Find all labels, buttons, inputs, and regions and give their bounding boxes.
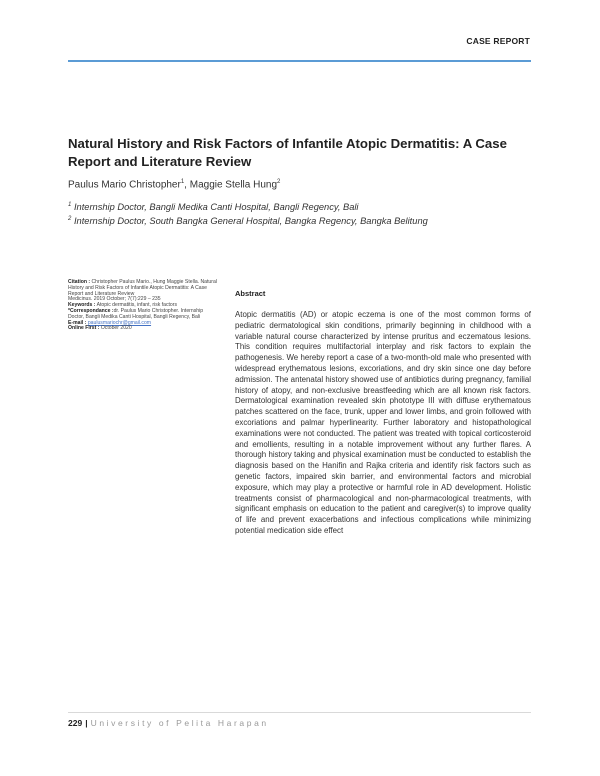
keywords-text: Atopic dermatitis, infant, risk factors (96, 302, 178, 309)
affiliation-text: Internship Doctor, South Bangka General Hospital, Bangka Regency, Bangka Belitung (73, 216, 428, 227)
page-number: 229 (68, 718, 83, 728)
article-info-sidebar (68, 280, 220, 332)
university-name: University of Pelita Harapan (90, 718, 269, 728)
author-affiliation-marker: 2 (277, 179, 281, 185)
keywords-label: Keywords : (68, 302, 96, 309)
online-first-label: Online First : (68, 325, 100, 332)
author-name: Maggie Stella Hung (189, 179, 278, 191)
footer-separator: | (85, 718, 88, 728)
abstract-heading: Abstract (235, 289, 266, 298)
header-divider (68, 60, 531, 62)
online-first-block (68, 326, 220, 332)
email-link[interactable]: paulusmariochr@gmail.com (87, 319, 152, 326)
abstract-body: Atopic dermatitis (AD) or atopic eczema is one of the most common forms of pediatric dermatological skin conditions, primarily beginning in childhood with a variable natural course characterized by intense pruritus and eczematous lesions. This condition requires multifactorial interplay and risk factors to explain the pathogenesis. We hereby report a case of a two-month-old male who presented with widespread erythematous lesions, excoriations, and dry skin since one day before admission. The antenatal history showed use of antibiotics during pregnancy, familial history of atopy, and non-exclusive breastfeeding which are all known risk factors. Dermatological examination revealed skin phototype III with diffuse erythematous patches scattered on the face, trunk, upper and lower limbs, and groin followed with excoriations and palmar hyperlinearity. Further laboratory and histopathological examinations were not conducted. The patient was treated with topical corticosteroid and emollients, resulting in a notable improvement without any further flares. A thorough history taking and physical examination must be conducted to establish the diagnosis based on the Hanifin and Rajka criteria and identify risk factors such as genetic factors, impaired skin barrier, and environmental factors and microbial exposure, which may play a protective or harmful role in AD development. Holistic treatments consist of pharmacological and non-pharmacological treatments, with significant emphasis on education to the patient and caregiver(s) to improve quality of life and prevent exacerbations and infectious complications while minimizing potential medication side effect (235, 310, 531, 535)
affiliation-text: Internship Doctor, Bangli Medika Canti Hospital, Bangli Regency, Bali (73, 202, 359, 213)
article-title: Natural History and Risk Factors of Infantile Atopic Dermatitis: A Case Report and Literature Review (68, 136, 507, 169)
affiliation (68, 216, 428, 226)
section-label: CASE REPORT (466, 36, 530, 46)
page-footer (68, 718, 269, 728)
correspondence-text: dr. Paulus Mario Christopher. Internship Doctor, Bangli Medika Canti Hospital, Bangli Regency, Bali (68, 307, 204, 320)
online-first-value: October 2020 (100, 325, 132, 332)
author-affiliation-marker: 1 (180, 179, 185, 185)
affiliation-marker: 1 (68, 202, 72, 208)
citation-text: Christopher Paulus Mario., Hung Maggie Stella. Natural History and Risk Factors of Infantile Atopic Dermatitis: A Case Report and Literature Review (68, 279, 217, 297)
footer-divider (68, 712, 531, 713)
affiliation-marker: 2 (68, 216, 72, 222)
affiliation (68, 202, 359, 212)
author-name: Paulus Mario Christopher (68, 179, 181, 191)
citation-label: Citation : (68, 279, 91, 285)
correspondence-label: *Correspondance : (68, 307, 114, 314)
author-line (68, 179, 280, 190)
journal-line: Medicinus. 2019 October; 7(7):229 – 235 (68, 296, 161, 303)
author-separator: , (184, 179, 190, 191)
citation-block (68, 280, 220, 297)
email-label: E-mail : (68, 319, 87, 326)
